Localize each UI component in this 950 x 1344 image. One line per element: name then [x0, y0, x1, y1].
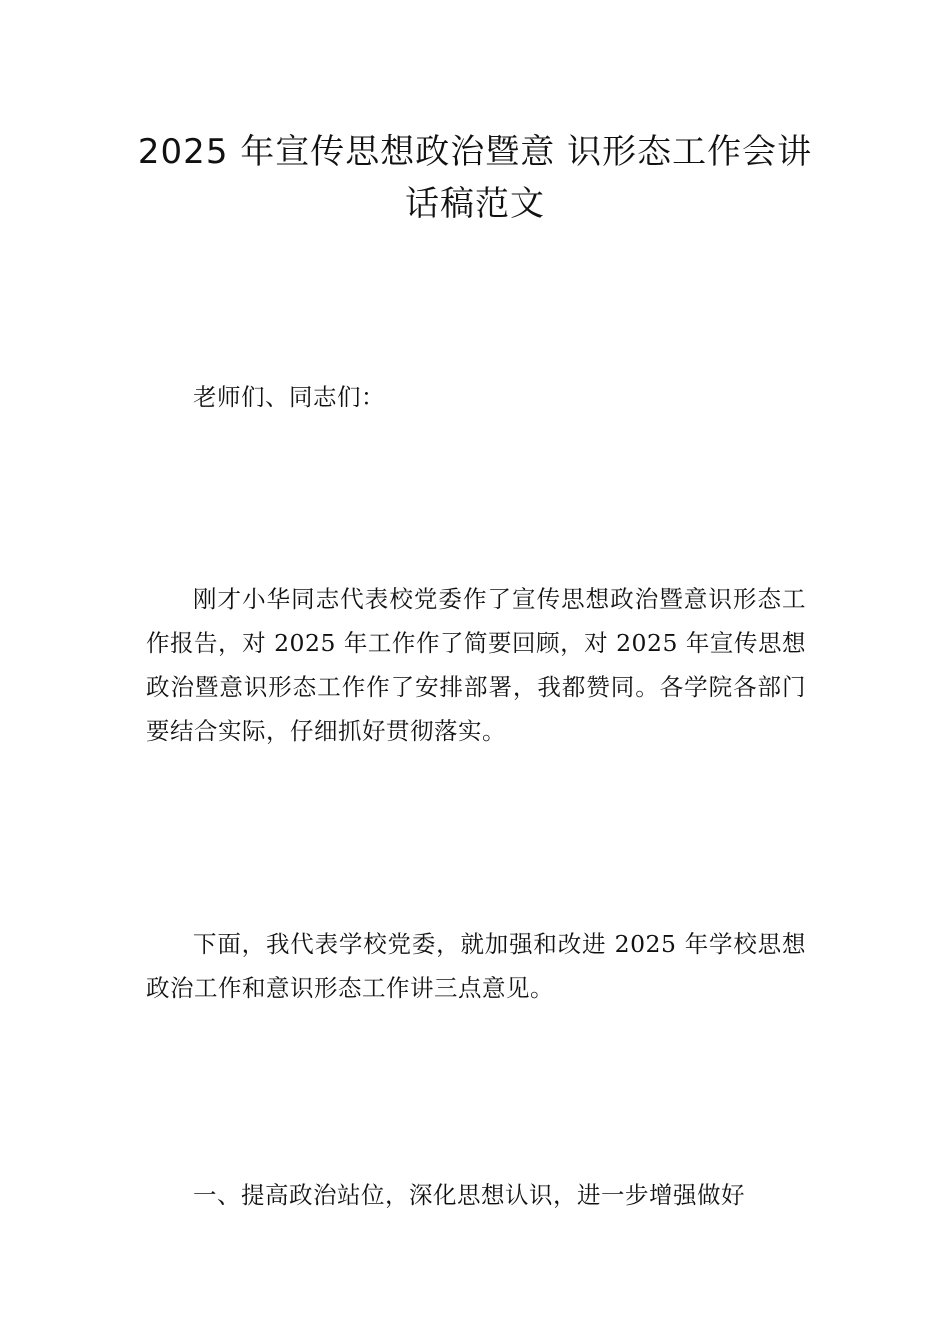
intro-paragraph: 刚才小华同志代表校党委作了宣传思想政治暨意识形态工作报告，对 2025 年工作作了简要回顾，对 2025 年宣传思想政治暨意识形态工作作了安排部署，我都赞同。各学院各部门要结合实际，仔细抓好贯彻落实。	[146, 585, 806, 745]
greeting-paragraph: 老师们、同志们：	[193, 383, 385, 411]
document-title	[120, 126, 830, 230]
title-line-1: 2025 年宣传思想政治暨意 识形态工作会讲	[137, 132, 813, 172]
title-line-2: 话稿范文	[405, 184, 545, 224]
plan-paragraph: 下面，我代表学校党委，就加强和改进 2025 年学校思想政治工作和意识形态工作讲三点意见。	[146, 930, 806, 1002]
section-one-heading: 一、提高政治站位，深化思想认识，进一步增强做好	[193, 1181, 745, 1209]
